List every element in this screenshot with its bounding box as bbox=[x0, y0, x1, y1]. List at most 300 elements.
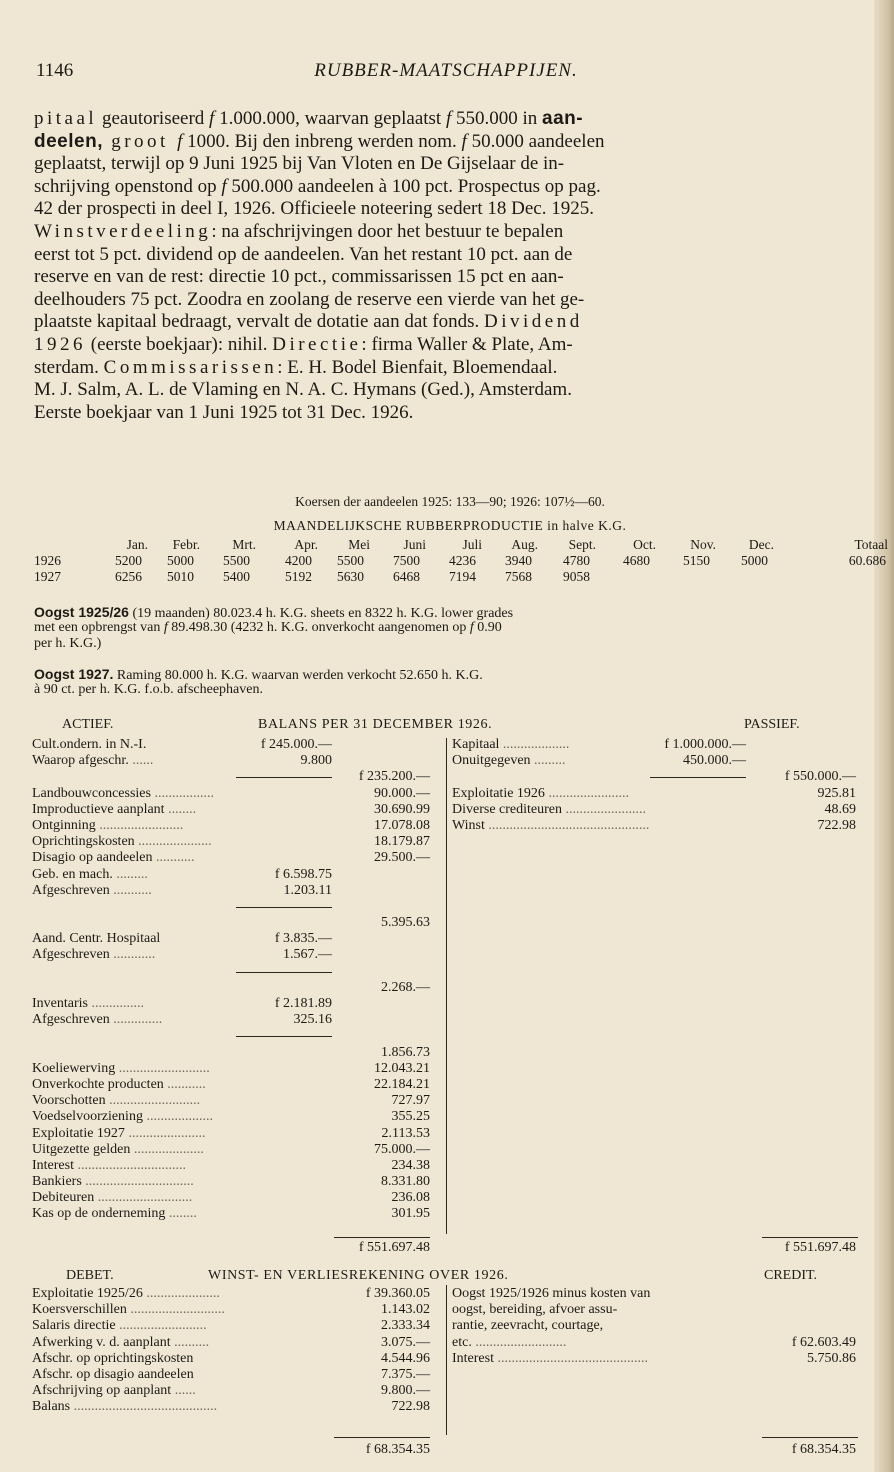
ledger-row bbox=[32, 818, 442, 834]
leader-dots: ............................... bbox=[81, 1174, 194, 1190]
leader-dots: ..................... bbox=[142, 1286, 220, 1301]
production-row bbox=[34, 569, 870, 585]
intro-line bbox=[34, 108, 866, 131]
production-value: 7500 bbox=[393, 553, 420, 568]
text-run: f bbox=[209, 108, 215, 129]
ledger-amount: 1.143.02 bbox=[381, 1302, 430, 1318]
ledger-amount: 5.395.63 bbox=[381, 915, 430, 931]
intro-line bbox=[34, 357, 866, 380]
harvest-note-1925 bbox=[34, 604, 868, 652]
intro-line bbox=[34, 311, 866, 334]
ledger-amount: 301.95 bbox=[391, 1206, 430, 1222]
ledger-amount: f 39.360.05 bbox=[365, 1286, 430, 1301]
ledger-row bbox=[32, 947, 442, 963]
ledger-label: etc. .......................... bbox=[452, 1334, 567, 1350]
leader-dots: ................. bbox=[150, 785, 214, 801]
production-row bbox=[34, 553, 886, 569]
text-run: f bbox=[221, 175, 227, 197]
ledger-amount: 2.333.34 bbox=[381, 1318, 430, 1334]
note-line bbox=[34, 666, 868, 682]
ledger-row bbox=[32, 1302, 442, 1318]
month-label: Sept. bbox=[568, 537, 596, 552]
ledger-subamount: f 1.000.000.— bbox=[664, 737, 746, 752]
production-year: 1926 bbox=[34, 553, 61, 568]
production-table bbox=[34, 537, 888, 585]
leader-dots: ........ bbox=[165, 1206, 197, 1222]
text-run: deelen, bbox=[34, 130, 103, 152]
text-run: f bbox=[445, 108, 452, 129]
ledger-label: Exploitatie 1926 ....................... bbox=[452, 785, 629, 801]
ledger-amount: 925.81 bbox=[817, 785, 856, 801]
ledger-row bbox=[32, 1012, 442, 1028]
ledger-label: Inventaris ............... bbox=[32, 996, 144, 1011]
text-run: eerst tot 5 pct. dividend op de aandeelen. Van het restant 10 pct. aan de bbox=[34, 243, 573, 265]
ledger-label: Interest ............................... bbox=[32, 1157, 186, 1173]
intro-line bbox=[34, 244, 866, 267]
subtotal-rule bbox=[236, 777, 332, 778]
leader-dots: ........................................... bbox=[493, 1350, 648, 1366]
ledger-row bbox=[32, 1142, 442, 1158]
text-run: 550.000 in bbox=[451, 108, 543, 129]
ledger-amount: 722.98 bbox=[817, 817, 856, 833]
ledger-row bbox=[32, 834, 442, 850]
ledger-row bbox=[32, 1367, 442, 1383]
production-year: 1927 bbox=[34, 569, 61, 584]
month-label: Dec. bbox=[748, 537, 774, 552]
ledger-row bbox=[32, 1383, 442, 1399]
ledger-row bbox=[32, 802, 442, 818]
intro-line-text bbox=[34, 266, 564, 289]
ledger-label: Onverkochte producten ........... bbox=[32, 1076, 206, 1092]
production-value: 5000 bbox=[741, 553, 768, 568]
leader-dots: ........ bbox=[164, 801, 197, 817]
text-run: (eerste boekjaar): nihil. bbox=[86, 333, 273, 355]
ledger-row bbox=[32, 1174, 442, 1190]
ledger-amount: 3.075.— bbox=[381, 1334, 430, 1350]
ledger-label: Uitgezette gelden .................... bbox=[32, 1141, 204, 1157]
leader-dots: ........... bbox=[152, 850, 195, 866]
ledger-subamount: f 245.000.— bbox=[260, 737, 332, 752]
text-run: f bbox=[163, 620, 168, 635]
ledger-amount: 5.750.86 bbox=[807, 1350, 856, 1366]
intro-line-text bbox=[34, 289, 584, 312]
ledger-label: Afschr. op disagio aandeelen bbox=[32, 1366, 194, 1382]
actief-total-rule bbox=[334, 1237, 430, 1238]
ledger-subamount: 1.567.— bbox=[283, 947, 332, 963]
ledger-subamount: f 2.181.89 bbox=[274, 996, 332, 1011]
passief-heading: PASSIEF. bbox=[744, 717, 800, 732]
intro-line bbox=[34, 402, 866, 425]
intro-line-text bbox=[34, 221, 563, 244]
ledger-row bbox=[32, 850, 442, 866]
ledger-label: Waarop afgeschr. ...... bbox=[32, 753, 154, 769]
subtotal-rule bbox=[650, 777, 746, 778]
leader-dots: ............ bbox=[109, 947, 156, 963]
ledger-label: Kapitaal ................... bbox=[452, 737, 570, 752]
page-header bbox=[36, 60, 856, 86]
intro-line bbox=[34, 131, 866, 154]
ledger-label: Bankiers ............................... bbox=[32, 1174, 194, 1190]
text-run: 89.498.30 (4232 h. K.G. onverkocht aangenomen op bbox=[167, 620, 470, 635]
leader-dots: ....................... bbox=[544, 785, 629, 801]
note-line-text bbox=[34, 682, 263, 698]
ledger-row bbox=[452, 737, 860, 753]
debet-total-rule bbox=[334, 1437, 430, 1438]
intro-line bbox=[34, 176, 866, 199]
text-run: geplaatst, terwijl op 9 Juni 1925 bij Van Vloten en De Gijselaar de in- bbox=[34, 153, 565, 175]
text-run: Oogst 1925/26 bbox=[34, 604, 129, 620]
ledger-label: Koeliewerving .......................... bbox=[32, 1060, 210, 1076]
text-run: Raming 80.000 h. K.G. waarvan werden verkocht 52.650 h. K.G. bbox=[113, 668, 483, 683]
ledger-label: Exploitatie 1927 ...................... bbox=[32, 1125, 206, 1141]
intro-line-text bbox=[34, 108, 583, 131]
production-value: 6468 bbox=[393, 569, 420, 584]
text-run: 0.90 bbox=[473, 620, 502, 635]
text-run: plaatste kapitaal bedraagt, vervalt de dotatie aan dat fonds. bbox=[34, 311, 485, 333]
text-run: 1926 bbox=[34, 333, 86, 355]
text-run: 1000. Bij den inbreng werden nom. bbox=[182, 130, 462, 152]
ledger-label: oogst, bereiding, afvoer assu- bbox=[452, 1302, 618, 1318]
text-run: 500.000 aandeelen à 100 pct. Prospectus op pag. bbox=[226, 175, 601, 197]
ledger-label: Improductieve aanplant ........ bbox=[32, 801, 197, 817]
production-value: 5630 bbox=[337, 569, 364, 584]
leader-dots: ......................... bbox=[115, 1318, 207, 1334]
ledger-row bbox=[32, 1190, 442, 1206]
month-label: Febr. bbox=[172, 537, 200, 552]
note-line bbox=[34, 636, 868, 652]
leader-dots: ......................................... bbox=[70, 1399, 218, 1415]
leader-dots: ........................... bbox=[94, 1190, 193, 1206]
intro-line-text bbox=[34, 311, 583, 334]
ledger-subamount: f 6.598.75 bbox=[274, 866, 332, 882]
text-run: (19 maanden) 80.023.4 h. K.G. sheets en 8322 h. K.G. lower grades bbox=[128, 606, 514, 621]
text-run: reserve en van de rest: directie 10 pct., commissarissen 15 pct en aan- bbox=[34, 266, 564, 288]
balance-title: BALANS PER 31 DECEMBER 1926. bbox=[258, 717, 493, 732]
text-run: sterdam. bbox=[34, 356, 104, 378]
ledger-label: Exploitatie 1925/26 ..................... bbox=[32, 1286, 220, 1301]
text-run: per h. K.G.) bbox=[34, 636, 102, 651]
ledger-amount: 355.25 bbox=[391, 1109, 430, 1125]
page-number: 1146 bbox=[36, 60, 74, 81]
leader-dots: ........................ bbox=[95, 817, 184, 833]
ledger-label: Landbouwconcessies ................. bbox=[32, 785, 214, 801]
profit-loss-title: WINST- EN VERLIESREKENING OVER 1926. bbox=[208, 1268, 509, 1283]
ledger-amount: 727.97 bbox=[391, 1093, 430, 1109]
ledger-label: Afgeschreven ........... bbox=[32, 882, 152, 898]
production-value: 3940 bbox=[505, 553, 532, 568]
share-prices: Koersen der aandeelen 1925: 133—90; 1926: 107½—60. bbox=[295, 494, 605, 509]
ledger-amount: 17.078.08 bbox=[374, 817, 430, 833]
passief-total: f 551.697.48 bbox=[784, 1240, 856, 1255]
ledger-label: Onuitgegeven ......... bbox=[452, 753, 566, 769]
text-run: deelhouders 75 pct. Zoodra en zoolang de reserve een vierde van het ge- bbox=[34, 288, 585, 310]
intro-line bbox=[34, 334, 866, 357]
leader-dots: ................... bbox=[499, 737, 570, 752]
ledger-label: Kas op de onderneming ........ bbox=[32, 1206, 197, 1222]
ledger-subamount: 9.800 bbox=[300, 753, 332, 769]
intro-line-text bbox=[34, 176, 601, 199]
ledger-row bbox=[32, 1335, 442, 1351]
ledger-label: Salaris directie ......................... bbox=[32, 1318, 207, 1334]
ledger-row bbox=[452, 1286, 860, 1302]
text-run: met een opbrengst van bbox=[34, 620, 164, 635]
month-label: Nov. bbox=[690, 537, 716, 552]
ledger-row bbox=[32, 1351, 442, 1367]
note-line-text bbox=[34, 604, 513, 620]
production-value: 4780 bbox=[563, 553, 590, 568]
ledger-label: Balans ......................................... bbox=[32, 1399, 218, 1415]
production-value: 5010 bbox=[167, 569, 194, 584]
ledger-amount: 2.268.— bbox=[381, 979, 430, 995]
production-value: 60.686 bbox=[848, 553, 886, 568]
ledger-row bbox=[452, 1302, 860, 1318]
production-value: 7194 bbox=[449, 569, 476, 584]
credit-table bbox=[452, 1286, 860, 1367]
debet-heading: DEBET. bbox=[66, 1268, 114, 1283]
balance-divider bbox=[446, 738, 447, 1234]
production-value: 5500 bbox=[337, 553, 364, 568]
ledger-row bbox=[452, 818, 860, 834]
intro-line-text bbox=[34, 357, 557, 380]
text-run: 1.000.000, waarvan geplaatst bbox=[214, 108, 446, 129]
production-value: 5500 bbox=[223, 553, 250, 568]
intro-line bbox=[34, 153, 866, 176]
ledger-row bbox=[32, 1045, 442, 1061]
text-run: : na afschrijvingen door het bestuur te bepalen bbox=[211, 220, 564, 242]
production-value: 6256 bbox=[115, 569, 142, 584]
credit-heading: CREDIT. bbox=[764, 1268, 818, 1283]
intro-line-text bbox=[34, 379, 572, 402]
text-run: 42 der prospecti in deel I, 1926. Officieele noteering sedert 18 Dec. 1925. bbox=[34, 198, 594, 220]
ledger-amount: f 62.603.49 bbox=[791, 1334, 856, 1350]
text-run: : firma Waller & Plate, Am- bbox=[361, 333, 573, 355]
ledger-amount: 48.69 bbox=[824, 801, 856, 817]
text-run: f bbox=[469, 620, 474, 635]
leader-dots: .................... bbox=[130, 1141, 204, 1157]
ledger-amount: 75.000.— bbox=[374, 1141, 430, 1157]
leader-dots: ...................... bbox=[124, 1125, 206, 1141]
production-title: MAANDELIJKSCHE RUBBERPRODUCTIE in halve K.G. bbox=[273, 518, 627, 533]
running-title: RUBBER-MAATSCHAPPIJEN. bbox=[314, 60, 578, 81]
ledger-label: Geb. en mach. ......... bbox=[32, 866, 148, 882]
ledger-row bbox=[452, 802, 860, 818]
passief-table bbox=[452, 737, 860, 834]
ledger-amount: 22.184.21 bbox=[374, 1076, 430, 1092]
leader-dots: ........... bbox=[163, 1076, 206, 1092]
ledger-row bbox=[32, 1206, 442, 1222]
intro-line bbox=[34, 289, 866, 312]
actief-heading: ACTIEF. bbox=[62, 717, 114, 732]
ledger-row bbox=[32, 899, 442, 915]
text-run: f bbox=[461, 130, 467, 152]
ledger-row bbox=[452, 769, 860, 785]
month-label: Aug. bbox=[511, 537, 538, 552]
text-run: Winstverdeeling bbox=[34, 220, 212, 242]
intro-line bbox=[34, 379, 866, 402]
text-run: Eerste boekjaar van 1 Juni 1925 tot 31 Dec. 1926. bbox=[34, 401, 414, 423]
ledger-row bbox=[32, 1093, 442, 1109]
ledger-row bbox=[32, 931, 442, 947]
ledger-amount: 29.500.— bbox=[374, 850, 430, 866]
ledger-row bbox=[32, 1028, 442, 1044]
leader-dots: .......... bbox=[170, 1334, 210, 1350]
intro-line-text bbox=[34, 198, 594, 221]
ledger-label: Winst .............................................. bbox=[452, 817, 650, 833]
ledger-row bbox=[32, 786, 442, 802]
ledger-row bbox=[32, 1318, 442, 1334]
ledger-label: Afgeschreven .............. bbox=[32, 1012, 163, 1028]
text-run: Commissarissen bbox=[103, 356, 278, 378]
ledger-label: Cult.ondern. in N.-I. bbox=[32, 737, 147, 752]
ledger-label: Ontginning ........................ bbox=[32, 817, 184, 833]
text-run: f bbox=[177, 130, 183, 152]
ledger-amount: 236.08 bbox=[391, 1190, 430, 1206]
ledger-row bbox=[32, 883, 442, 899]
production-value: 5150 bbox=[683, 553, 710, 568]
ledger-row bbox=[32, 1399, 442, 1415]
ledger-row bbox=[32, 996, 442, 1012]
ledger-row bbox=[32, 1158, 442, 1174]
ledger-subamount: 1.203.11 bbox=[283, 882, 332, 898]
text-run: Dividend bbox=[484, 311, 583, 333]
leader-dots: ........... bbox=[109, 882, 152, 898]
ledger-row bbox=[32, 1286, 442, 1302]
text-run: 50.000 aandeelen bbox=[466, 130, 605, 152]
ledger-row bbox=[32, 769, 442, 785]
leader-dots: ........................... bbox=[126, 1302, 225, 1318]
ledger-row bbox=[452, 786, 860, 802]
note-line bbox=[34, 682, 868, 698]
ledger-row bbox=[32, 1126, 442, 1142]
ledger-label: Afwerking v. d. aanplant .......... bbox=[32, 1334, 210, 1350]
intro-line-text bbox=[34, 334, 573, 357]
ledger-amount: 18.179.87 bbox=[374, 834, 430, 850]
ledger-label: Afschrijving op aanplant ...... bbox=[32, 1383, 196, 1399]
ledger-row bbox=[32, 753, 442, 769]
text-run: Directie bbox=[272, 333, 362, 355]
ledger-amount: 30.690.99 bbox=[374, 801, 430, 817]
ledger-amount: 1.856.73 bbox=[381, 1044, 430, 1060]
month-label: Totaal bbox=[854, 537, 888, 552]
ledger-row bbox=[32, 737, 442, 753]
credit-total-rule bbox=[762, 1437, 858, 1438]
ledger-label: Voorschotten .......................... bbox=[32, 1093, 201, 1109]
debet-total: f 68.354.35 bbox=[365, 1442, 430, 1457]
note-line bbox=[34, 620, 868, 636]
intro-line-text bbox=[34, 131, 605, 154]
note-line bbox=[34, 604, 868, 620]
leader-dots: ....................... bbox=[562, 801, 646, 817]
production-value: 5200 bbox=[115, 553, 142, 568]
leader-dots: ..................... bbox=[134, 834, 212, 850]
intro-line-text bbox=[34, 402, 413, 425]
ledger-label: Debiteuren ........................... bbox=[32, 1190, 193, 1206]
ledger-label: Disagio op aandeelen ........... bbox=[32, 850, 195, 866]
ledger-label: Aand. Centr. Hospitaal bbox=[32, 931, 161, 947]
leader-dots: ...... bbox=[128, 753, 154, 769]
ledger-amount: 8.331.80 bbox=[381, 1174, 430, 1190]
leader-dots: ......... bbox=[112, 866, 148, 882]
intro-line bbox=[34, 198, 866, 221]
leader-dots: .............................................. bbox=[484, 817, 650, 833]
ledger-amount: f 550.000.— bbox=[784, 769, 856, 785]
month-label: Jan. bbox=[126, 537, 148, 552]
ledger-label: Voedselvoorziening ................... bbox=[32, 1109, 213, 1125]
text-run: groot bbox=[102, 130, 178, 152]
ledger-label: Afschr. op oprichtingskosten bbox=[32, 1350, 194, 1366]
text-run: aan- bbox=[542, 108, 584, 129]
intro-paragraph bbox=[34, 108, 866, 424]
leader-dots: ............... bbox=[87, 996, 144, 1011]
passief-total-rule bbox=[762, 1237, 858, 1238]
ledger-row bbox=[452, 1351, 860, 1367]
ledger-label: Diverse crediteuren ....................... bbox=[452, 801, 646, 817]
leader-dots: ......... bbox=[530, 753, 566, 769]
leader-dots: ................... bbox=[142, 1109, 213, 1125]
ledger-row bbox=[32, 867, 442, 883]
text-run: Oogst 1927. bbox=[34, 666, 114, 682]
ledger-subamount: f 3.835.— bbox=[274, 931, 332, 947]
ledger-amount: 7.375.— bbox=[381, 1366, 430, 1382]
month-label: Mrt. bbox=[232, 537, 256, 552]
debet-table bbox=[32, 1286, 442, 1416]
ledger-amount: f 235.200.— bbox=[358, 769, 430, 785]
subtotal-rule bbox=[236, 1036, 332, 1037]
production-value: 4236 bbox=[449, 553, 476, 568]
leader-dots: ...... bbox=[171, 1383, 196, 1399]
ledger-row bbox=[32, 980, 442, 996]
credit-total: f 68.354.35 bbox=[791, 1442, 856, 1457]
ledger-row bbox=[32, 964, 442, 980]
month-label: Apr. bbox=[294, 537, 318, 552]
production-value: 9058 bbox=[563, 569, 590, 584]
ledger-label: Oogst 1925/1926 minus kosten van bbox=[452, 1286, 651, 1301]
ledger-label: Oprichtingskosten ..................... bbox=[32, 834, 212, 850]
intro-line-text bbox=[34, 244, 572, 267]
production-value: 5000 bbox=[167, 553, 194, 568]
production-value: 5400 bbox=[223, 569, 250, 584]
production-value: 4680 bbox=[623, 553, 650, 568]
ledger-amount: 12.043.21 bbox=[374, 1060, 430, 1076]
leader-dots: .............. bbox=[109, 1012, 163, 1028]
text-run: à 90 ct. per h. K.G. f.o.b. afscheephaven. bbox=[34, 682, 263, 697]
text-run: pitaal bbox=[34, 108, 98, 129]
ledger-row bbox=[32, 1077, 442, 1093]
subtotal-rule bbox=[236, 907, 332, 908]
intro-line-text bbox=[34, 153, 564, 176]
ledger-amount: 9.800.— bbox=[381, 1383, 430, 1399]
month-label: Juni bbox=[403, 537, 426, 552]
text-run: : E. H. Bodel Bienfait, Bloemendaal. bbox=[277, 356, 558, 378]
ledger-amount: 4.544.96 bbox=[381, 1350, 430, 1366]
note-line-text bbox=[34, 636, 101, 652]
ledger-label: Interest ........................................... bbox=[452, 1350, 648, 1366]
ledger-row bbox=[452, 1335, 860, 1351]
production-value: 7568 bbox=[505, 569, 532, 584]
ledger-row bbox=[452, 753, 860, 769]
harvest-note-1927 bbox=[34, 666, 868, 698]
leader-dots: .......................... bbox=[105, 1093, 201, 1109]
leader-dots: .......................... bbox=[115, 1060, 210, 1076]
ledger-row bbox=[452, 1318, 860, 1334]
intro-line bbox=[34, 266, 866, 289]
subtotal-rule bbox=[236, 972, 332, 973]
intro-line bbox=[34, 221, 866, 244]
ledger-amount: 234.38 bbox=[391, 1157, 430, 1173]
ledger-row bbox=[32, 915, 442, 931]
ledger-label: Afgeschreven ............ bbox=[32, 947, 156, 963]
month-label: Juli bbox=[462, 537, 482, 552]
